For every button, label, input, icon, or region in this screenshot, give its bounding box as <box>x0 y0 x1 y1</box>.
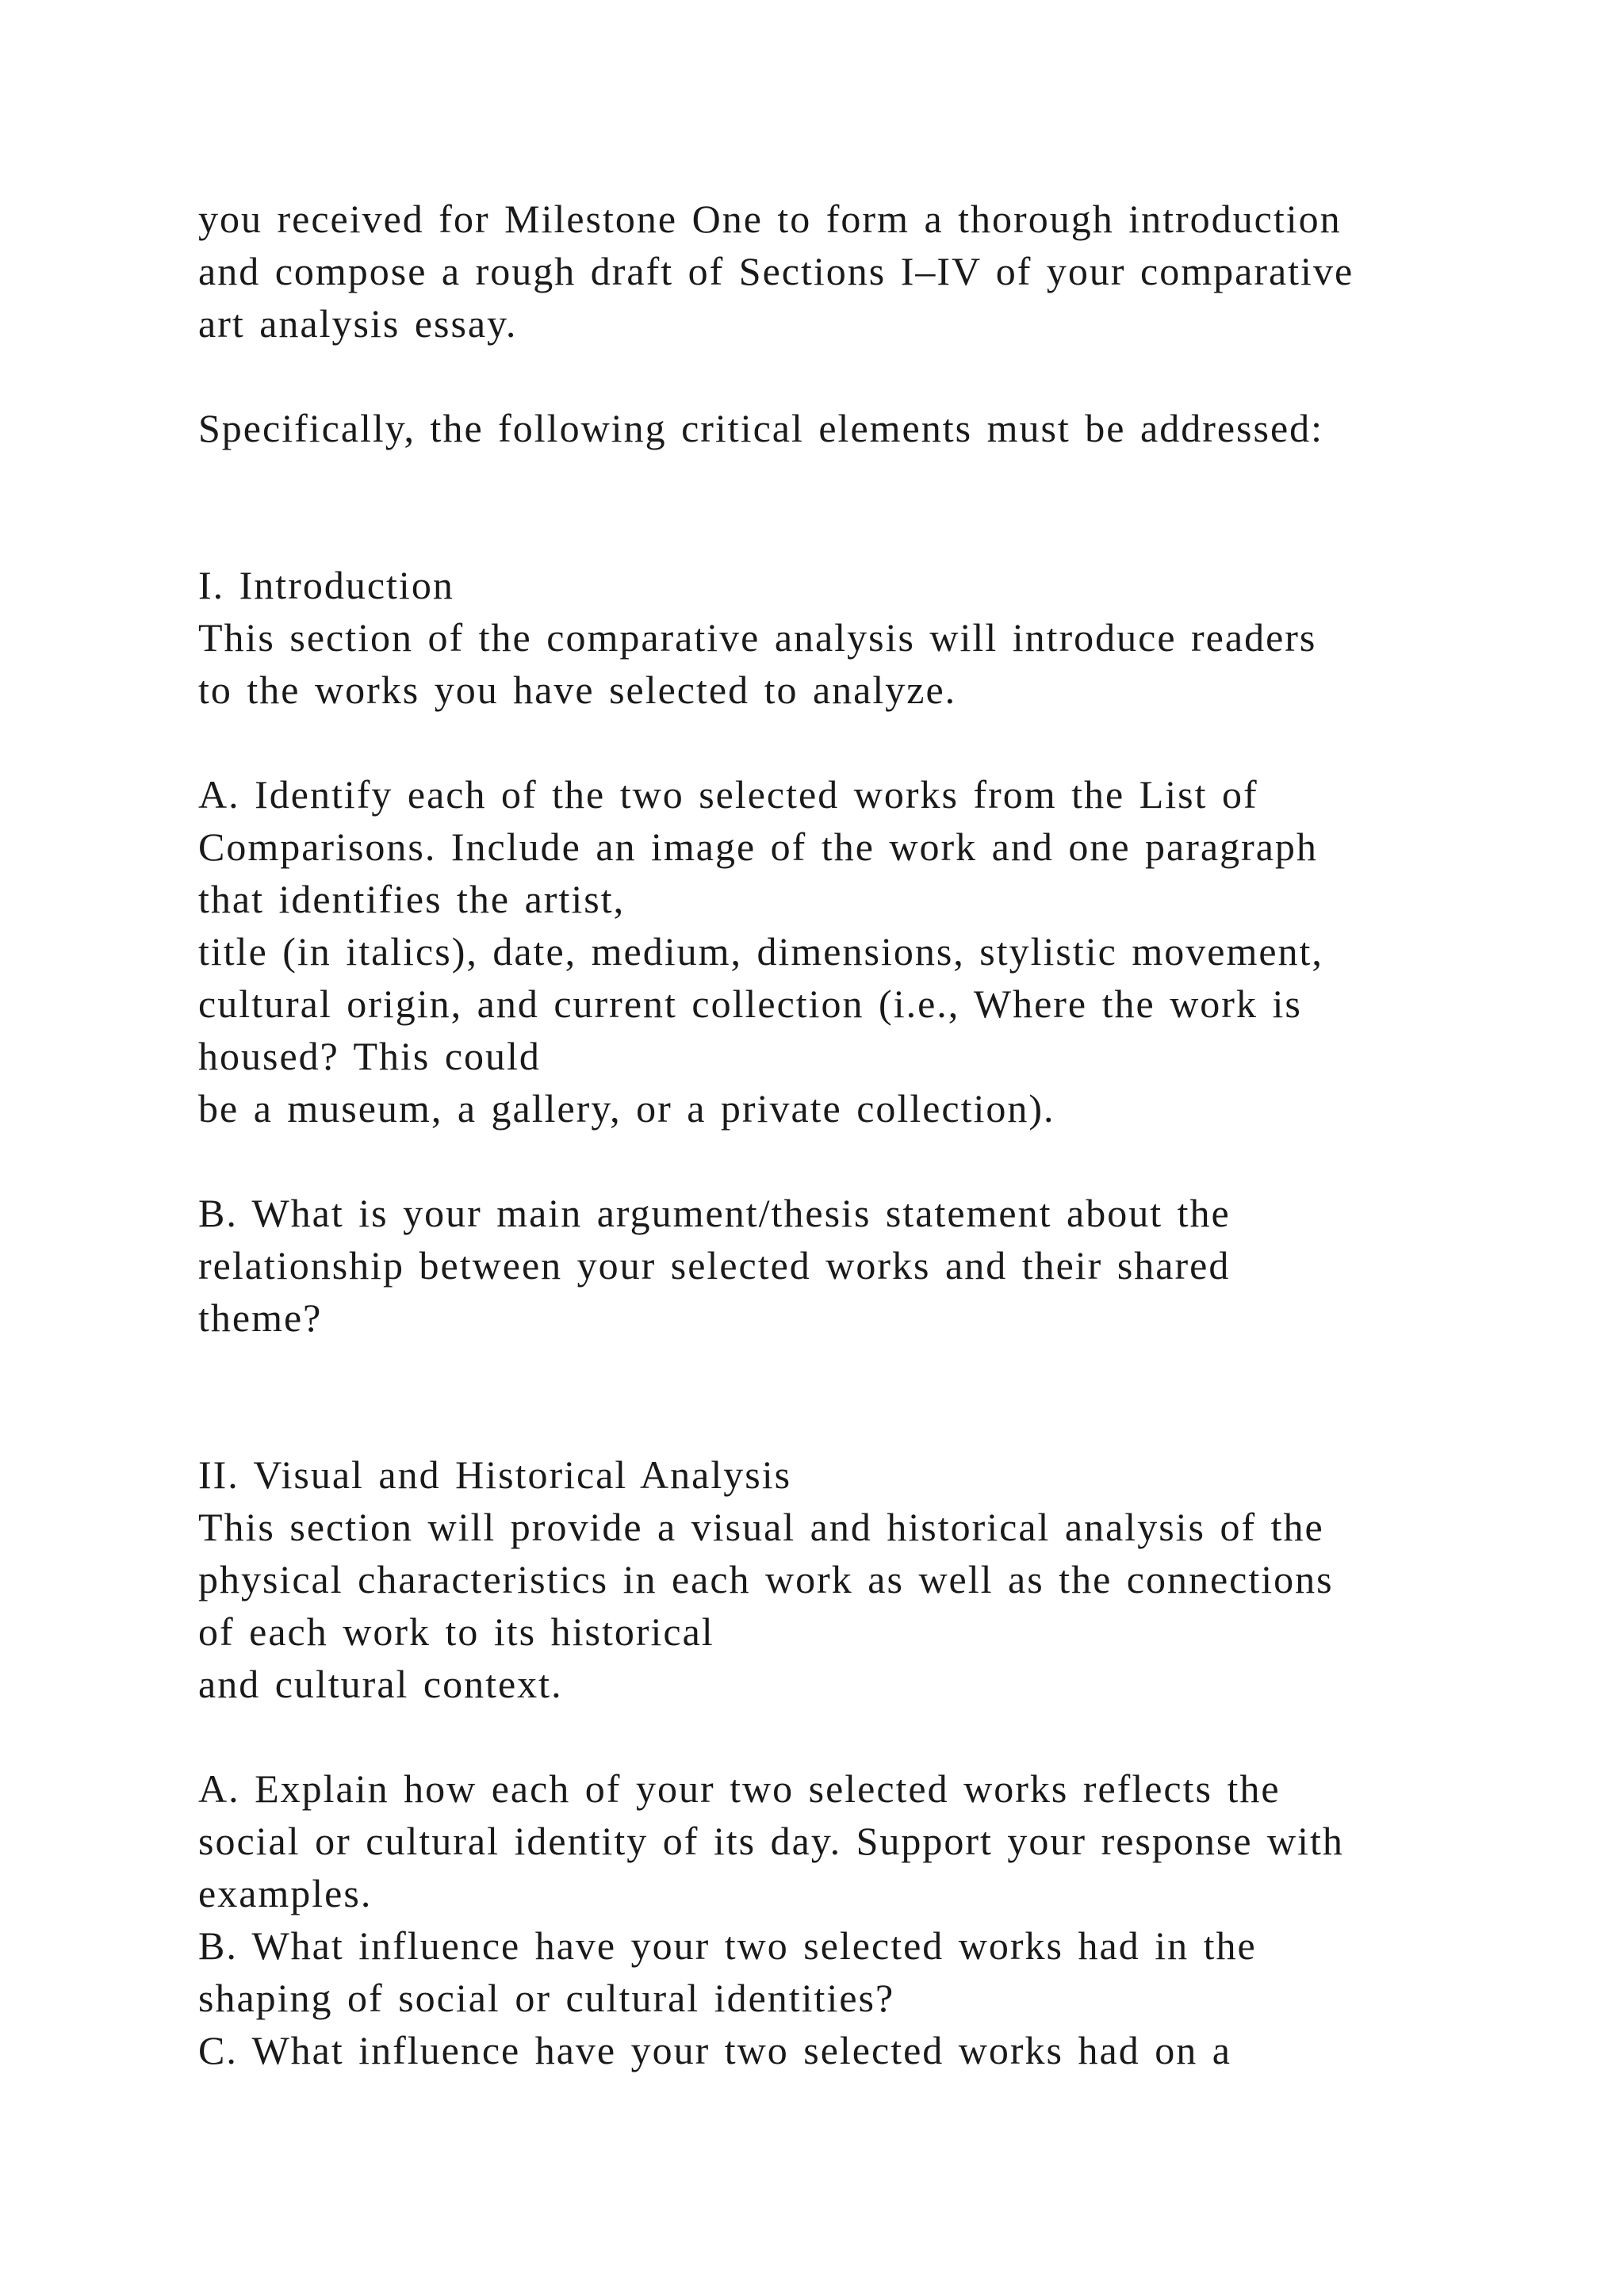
section-1-item-a-line: cultural origin, and current collection (i.e., Where the work is <box>198 982 1302 1026</box>
section-2-item-b-line: B. What influence have your two selected works had in the <box>198 1923 1257 1968</box>
section-2-description-line: This section will provide a visual and historical analysis of the <box>198 1505 1324 1549</box>
section-2-description-line: of each work to its historical <box>198 1609 714 1654</box>
section-1-description-line: This section of the comparative analysis will introduce readers <box>198 615 1317 660</box>
section-1-item-b-line: relationship between your selected works and their shared <box>198 1243 1231 1288</box>
section-2-item-c-line: C. What influence have your two selected works had on a <box>198 2028 1231 2072</box>
intro-line: and compose a rough draft of Sections I–IV of your comparative <box>198 249 1354 293</box>
intro-line: you received for Milestone One to form a thorough introduction <box>198 197 1342 241</box>
section-1-item-a-line: Comparisons. Include an image of the work and one paragraph <box>198 825 1318 869</box>
section-1-heading: I. Introduction <box>198 563 454 607</box>
section-2-item-a-line: examples. <box>198 1871 373 1915</box>
section-1-item-a-line: that identifies the artist, <box>198 877 626 921</box>
intro-line: art analysis essay. <box>198 301 518 346</box>
critical-elements-line: Specifically, the following critical elements must be addressed: <box>198 406 1324 450</box>
section-1-item-a-line: A. Identify each of the two selected works from the List of <box>198 772 1258 817</box>
section-1-description-line: to the works you have selected to analyze. <box>198 668 957 712</box>
section-1-item-a-line: title (in italics), date, medium, dimensions, stylistic movement, <box>198 929 1323 974</box>
section-2-heading: II. Visual and Historical Analysis <box>198 1452 792 1497</box>
section-2-item-a-line: A. Explain how each of your two selected works reflects the <box>198 1766 1281 1811</box>
section-1-item-b-line: B. What is your main argument/thesis statement about the <box>198 1191 1231 1235</box>
section-1-item-a-line: be a museum, a gallery, or a private collection). <box>198 1086 1055 1131</box>
section-1-item-a-line: housed? This could <box>198 1034 541 1078</box>
section-2-item-a-line: social or cultural identity of its day. Support your response with <box>198 1819 1344 1863</box>
section-2-description-line: physical characteristics in each work as well as the connections <box>198 1557 1334 1601</box>
section-1-item-b-line: theme? <box>198 1295 323 1340</box>
section-2-item-b-line: shaping of social or cultural identities? <box>198 1976 895 2020</box>
section-2-description-line: and cultural context. <box>198 1662 563 1706</box>
